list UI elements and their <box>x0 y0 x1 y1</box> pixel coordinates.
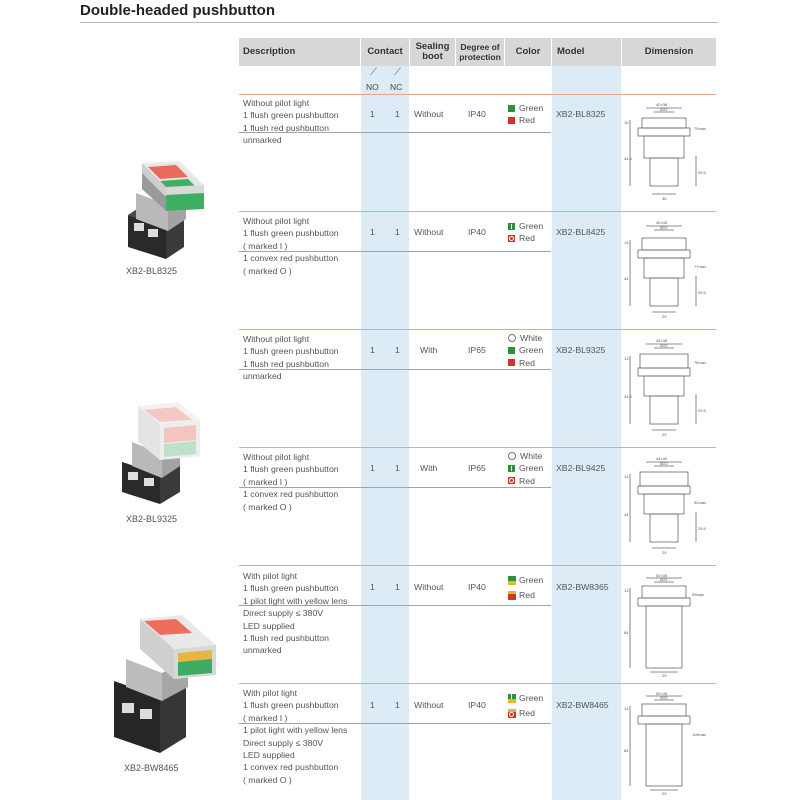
svg-text:40×40: 40×40 <box>656 220 668 225</box>
protection-value: IP65 <box>468 463 486 473</box>
red-marked-swatch-icon <box>508 477 515 484</box>
svg-text:44: 44 <box>624 276 629 281</box>
svg-text:Ø22: Ø22 <box>660 577 668 582</box>
contact-no-value: 1 <box>370 345 375 355</box>
color-name: Red <box>519 708 535 718</box>
svg-text:50×35: 50×35 <box>656 691 668 696</box>
contact-nc-value: 1 <box>395 227 400 237</box>
desc-line: ( marked I ) <box>243 240 288 251</box>
nc-contact-icon: ⟋ <box>394 67 401 78</box>
sealing-boot-value: Without <box>414 227 444 237</box>
green-swatch-icon <box>508 347 515 354</box>
row-description <box>243 97 339 147</box>
desc-line: Without pilot light <box>243 216 310 226</box>
svg-text:84: 84 <box>624 748 629 753</box>
svg-text:29: 29 <box>662 432 667 437</box>
product-label: XB2-BL9325 <box>126 514 178 524</box>
desc-line: 1 convex red pushbutton <box>243 762 339 773</box>
desc-line: Without pilot light <box>243 334 310 344</box>
svg-text:13: 13 <box>624 356 629 361</box>
product-image-xb2-bl8325 <box>106 155 214 260</box>
row-divider <box>239 94 716 95</box>
svg-text:44×38: 44×38 <box>656 338 668 343</box>
contact-nc-value: 1 <box>395 345 400 355</box>
svg-text:29.5: 29.5 <box>698 408 706 413</box>
svg-text:29: 29 <box>662 673 667 678</box>
desc-line: 1 convex red pushbutton <box>243 253 339 264</box>
svg-text:50×35: 50×35 <box>656 573 668 578</box>
desc-line: 1 flush green pushbutton <box>243 464 339 475</box>
contact-nc-value: 1 <box>395 582 400 592</box>
svg-text:Ø22: Ø22 <box>660 225 668 230</box>
desc-line: ( marked O ) <box>243 265 292 276</box>
model-value: XB2-BL9425 <box>556 463 606 473</box>
header-contact: Contact <box>361 38 409 66</box>
model-value: XB2-BL9325 <box>556 345 606 355</box>
green-marked-swatch-icon <box>508 465 515 472</box>
desc-line: Direct supply ≤ 380V <box>243 737 324 748</box>
row-divider <box>239 565 716 566</box>
sealing-boot-value: Without <box>414 700 444 710</box>
protection-value: IP40 <box>468 700 486 710</box>
desc-line: 1 flush green pushbutton <box>243 583 339 594</box>
desc-line: unmarked <box>243 135 282 146</box>
sealing-boot-value: Without <box>414 109 444 119</box>
model-value: XB2-BL8325 <box>556 109 606 119</box>
color-name: Green <box>519 575 544 585</box>
red-marked-swatch-icon <box>508 235 515 242</box>
desc-line: 1 convex red pushbutton <box>243 489 339 500</box>
model-column-band <box>552 38 621 800</box>
svg-text:13: 13 <box>624 588 629 593</box>
color-name: Green <box>519 103 544 113</box>
row-description <box>243 687 347 786</box>
color-list <box>508 102 543 127</box>
contact-no-value: 1 <box>370 463 375 473</box>
desc-line: ( marked O ) <box>243 774 292 785</box>
protection-value: IP40 <box>468 582 486 592</box>
green-marked-swatch-icon <box>508 223 515 230</box>
row-divider <box>239 329 716 330</box>
contact-no-value: 1 <box>370 109 375 119</box>
desc-line: 1 flush green pushbutton <box>243 700 339 711</box>
svg-text:Ø22: Ø22 <box>660 461 668 466</box>
contact-no-value: 1 <box>370 227 375 237</box>
model-value: XB2-BL8425 <box>556 227 606 237</box>
svg-text:Ø22: Ø22 <box>660 695 668 700</box>
green-yellow-marked-swatch-icon <box>508 694 516 703</box>
desc-line: 1 flush green pushbutton <box>243 110 339 121</box>
desc-line: 1 flush green pushbutton <box>243 346 339 357</box>
header-sealing-boot <box>410 38 455 66</box>
svg-text:29.5: 29.5 <box>698 170 706 175</box>
svg-text:44.5: 44.5 <box>624 156 632 161</box>
desc-line: Without pilot light <box>243 452 310 462</box>
green-yellow-swatch-icon <box>508 576 516 585</box>
desc-line: Direct supply ≤ 380V <box>243 608 324 619</box>
svg-text:10: 10 <box>624 120 629 125</box>
color-name: White <box>520 451 543 461</box>
desc-line: 1 flush red pushbutton <box>243 358 329 369</box>
white-swatch-icon <box>508 452 516 460</box>
color-name: Green <box>519 345 544 356</box>
row-divider <box>239 211 716 212</box>
contact-nc-value: 1 <box>395 700 400 710</box>
svg-text:29.5: 29.5 <box>698 526 706 531</box>
desc-line: unmarked <box>243 645 282 656</box>
product-label: XB2-BW8465 <box>124 763 179 773</box>
desc-line: 1 flush red pushbutton <box>243 122 329 133</box>
green-swatch-icon <box>508 105 515 112</box>
svg-text:36: 36 <box>662 196 667 201</box>
contact-nc-label: NC <box>390 82 403 92</box>
color-name: Red <box>519 233 535 244</box>
dimension-drawing <box>622 336 716 442</box>
color-name: Green <box>519 693 544 703</box>
header-color: Color <box>505 38 551 66</box>
header-protection-line2: protection <box>459 52 501 62</box>
header-protection-line1: Degree of <box>460 42 500 52</box>
header-sealing-boot-line2: boot <box>422 51 443 62</box>
svg-text:44×40: 44×40 <box>656 456 668 461</box>
no-contact-icon: ⟋ <box>370 67 377 78</box>
dimension-drawing <box>622 572 716 678</box>
sealing-boot-value: With <box>420 345 438 355</box>
protection-value: IP65 <box>468 345 486 355</box>
color-list <box>508 220 543 245</box>
desc-line: LED supplied <box>243 620 295 631</box>
sealing-boot-value: Without <box>414 582 444 592</box>
color-list <box>508 450 543 487</box>
dimension-drawing <box>622 690 716 798</box>
dimension-drawing <box>622 454 716 560</box>
product-image-xb2-bl9325 <box>108 398 208 506</box>
dimension-drawing <box>622 218 716 324</box>
contact-no-value: 1 <box>370 582 375 592</box>
contact-no-value: 1 <box>370 700 375 710</box>
desc-line: 1 flush red pushbutton <box>243 633 329 644</box>
desc-line: unmarked <box>243 371 282 382</box>
desc-line: With pilot light <box>243 688 298 698</box>
yellow-red-swatch-icon <box>508 591 516 600</box>
svg-text:110max: 110max <box>692 732 706 737</box>
color-list <box>508 691 543 721</box>
svg-text:44.5: 44.5 <box>624 394 632 399</box>
svg-text:44: 44 <box>624 512 629 517</box>
desc-line: With pilot light <box>243 571 298 581</box>
svg-text:40×38: 40×38 <box>656 102 668 107</box>
desc-line: LED supplied <box>243 750 295 761</box>
red-swatch-icon <box>508 117 515 124</box>
svg-text:13: 13 <box>624 706 629 711</box>
color-name: Red <box>519 115 535 126</box>
desc-line: ( marked I ) <box>243 712 288 723</box>
color-name: Red <box>519 590 535 600</box>
color-name: White <box>520 333 543 343</box>
row-divider <box>239 447 716 448</box>
svg-text:Ø22: Ø22 <box>660 343 668 348</box>
desc-line: 1 pilot light with yellow lens <box>243 725 348 736</box>
contact-column-band <box>361 38 409 800</box>
model-value: XB2-BW8465 <box>556 700 609 710</box>
contact-nc-value: 1 <box>395 109 400 119</box>
contact-nc-value: 1 <box>395 463 400 473</box>
svg-text:84: 84 <box>624 630 629 635</box>
svg-text:Ø22: Ø22 <box>660 107 668 112</box>
page-title: Double-headed pushbutton <box>80 2 275 19</box>
sealing-boot-value: With <box>420 463 438 473</box>
svg-text:70max: 70max <box>694 126 707 131</box>
color-name: Red <box>519 475 535 486</box>
row-description <box>243 215 339 277</box>
svg-text:77max: 77max <box>694 264 707 269</box>
color-list <box>508 573 543 603</box>
color-name: Red <box>519 357 535 368</box>
header-dimension: Dimension <box>622 38 716 66</box>
product-image-xb2-bw8465 <box>96 607 228 757</box>
white-swatch-icon <box>508 334 516 342</box>
svg-text:99max: 99max <box>692 592 705 597</box>
row-description <box>243 333 339 383</box>
color-list <box>508 332 543 369</box>
dimension-drawing <box>622 100 716 206</box>
row-description <box>243 570 347 657</box>
svg-text:29: 29 <box>662 791 667 796</box>
svg-text:78max: 78max <box>694 360 707 365</box>
red-swatch-icon <box>508 359 515 366</box>
svg-text:29: 29 <box>662 550 667 555</box>
svg-text:29.5: 29.5 <box>698 290 706 295</box>
header-model: Model <box>552 38 621 66</box>
yellow-red-marked-swatch-icon <box>508 709 516 718</box>
desc-line: ( marked I ) <box>243 476 288 487</box>
contact-no-label: NO <box>366 82 379 92</box>
desc-line: 1 flush green pushbutton <box>243 228 339 239</box>
header-sealing-boot-line1: Sealing <box>415 41 450 52</box>
protection-value: IP40 <box>468 227 486 237</box>
protection-value: IP40 <box>468 109 486 119</box>
model-value: XB2-BW8365 <box>556 582 609 592</box>
product-label: XB2-BL8325 <box>126 266 178 276</box>
desc-line: Without pilot light <box>243 98 310 108</box>
title-divider <box>80 22 718 23</box>
header-protection <box>456 38 504 66</box>
header-description: Description <box>239 38 360 66</box>
color-name: Green <box>519 221 544 231</box>
color-name: Green <box>519 463 544 474</box>
row-divider <box>239 683 716 684</box>
svg-text:13: 13 <box>624 474 629 479</box>
desc-line: ( marked O ) <box>243 501 292 512</box>
svg-text:29: 29 <box>662 314 667 319</box>
svg-text:92max: 92max <box>694 500 707 505</box>
svg-text:13: 13 <box>624 240 629 245</box>
row-description <box>243 451 339 513</box>
desc-line: 1 pilot light with yellow lens <box>243 595 348 606</box>
